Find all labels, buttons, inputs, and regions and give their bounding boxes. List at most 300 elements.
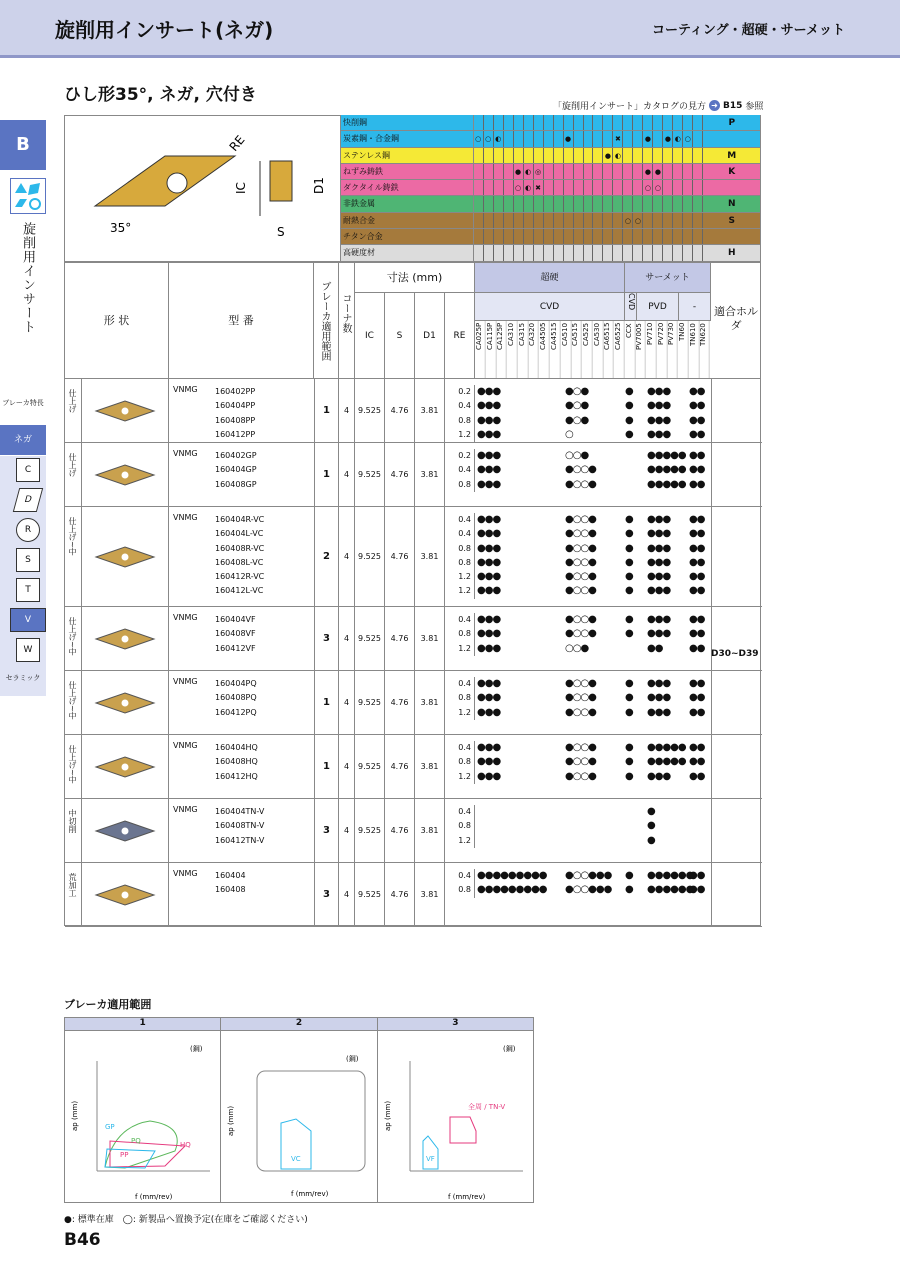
stock-mark-row: ○	[565, 428, 573, 440]
model-number[interactable]: 160402GP	[215, 451, 257, 460]
application-label: 仕上げ	[68, 453, 77, 477]
material-mark: ●	[603, 148, 613, 163]
stock-mark-row: ●●	[689, 428, 705, 440]
stock-mark-row	[625, 805, 637, 819]
stock-mark-row: ●○○●	[565, 756, 596, 768]
stock-mark-row: ●●●	[477, 556, 501, 568]
stock-mark-row: ●●●	[477, 414, 501, 426]
stock-mark-row: ●●●	[647, 571, 671, 583]
stock-marks	[625, 513, 637, 599]
re-value: 0.4	[458, 679, 471, 688]
material-mark	[643, 148, 653, 163]
model-number[interactable]: 160404L-VC	[215, 529, 264, 539]
col-cvd: CVD	[475, 293, 625, 321]
grade-header: CA4515	[550, 321, 561, 378]
stock-mark-row: ●○○●	[565, 692, 596, 704]
material-mark	[544, 131, 554, 146]
stock-marks	[477, 741, 567, 784]
material-mark	[494, 245, 504, 260]
material-mark	[494, 213, 504, 228]
stock-mark-row: ●●	[689, 678, 705, 689]
stock-marks	[565, 741, 625, 784]
material-mark: ○	[653, 180, 663, 195]
model-number[interactable]: 160404GP	[215, 465, 257, 475]
stock-mark-row: ○○●	[565, 642, 589, 654]
model-prefix: VNMG	[173, 741, 198, 750]
material-mark	[494, 180, 504, 195]
material-mark	[603, 164, 613, 179]
stock-mark-row: ●	[625, 428, 633, 440]
model-list	[215, 385, 255, 442]
breaker-value: 3	[314, 863, 339, 927]
material-mark	[683, 180, 693, 195]
dim-d1: 3.81	[415, 443, 445, 507]
material-mark	[683, 229, 693, 244]
stock-mark-row: ●	[625, 678, 633, 689]
grade-header: PV720	[657, 321, 668, 378]
material-mark	[633, 115, 643, 130]
catalog-page-link[interactable]: B15	[723, 100, 743, 111]
stock-mark-row: ●	[625, 571, 633, 583]
material-mark	[524, 229, 534, 244]
model-number[interactable]: 160408L-VC	[215, 557, 264, 567]
material-mark: ○	[623, 213, 633, 228]
stock-mark-row	[625, 463, 637, 477]
insert-shape-icon	[10, 178, 46, 214]
stock-mark-row: ●	[625, 756, 633, 768]
material-mark: ●	[643, 131, 653, 146]
stock-mark-row: ●	[625, 706, 633, 718]
stock-marks	[565, 513, 625, 599]
shape-v-icon[interactable]: V	[10, 608, 46, 632]
stock-mark-row: ●●●	[477, 428, 501, 440]
material-mark	[603, 229, 613, 244]
dim-s: 4.76	[385, 607, 415, 671]
dim-s: 4.76	[385, 379, 415, 443]
col-shape-header: 形 状	[65, 263, 169, 379]
holder-cell	[711, 671, 712, 735]
breaker-chart-2	[221, 1031, 376, 1203]
stock-mark-row: ●○○●	[565, 678, 596, 689]
stock-mark-row: ●●●	[477, 478, 501, 490]
stock-mark-row: ●●●●●	[647, 450, 686, 461]
material-mark	[504, 148, 514, 163]
material-mark	[623, 115, 633, 130]
dim-d1: 3.81	[415, 507, 445, 607]
material-mark	[623, 131, 633, 146]
model-number[interactable]: 160408GP	[215, 479, 257, 489]
shape-w-icon[interactable]: W	[16, 638, 40, 662]
stock-mark-row: ●●	[647, 642, 663, 654]
holder-cell	[711, 735, 712, 799]
sidebar-item-ceramic[interactable]: セラミック	[5, 674, 41, 682]
material-mark	[484, 245, 494, 260]
grade-header: TN620	[699, 321, 710, 378]
stock-marks	[689, 805, 711, 848]
material-mark	[564, 196, 574, 211]
corner-count: 4	[339, 607, 355, 671]
material-row	[341, 115, 761, 131]
stock-mark-row: ●●	[689, 692, 705, 704]
material-mark: ○	[683, 131, 693, 146]
model-number[interactable]: 160412R-VC	[215, 572, 265, 582]
material-mark	[514, 213, 524, 228]
stock-marks	[625, 805, 637, 848]
material-mark	[564, 229, 574, 244]
material-mark: ◐	[494, 131, 504, 146]
dim-ic: 9.525	[355, 507, 385, 607]
stock-mark-row: ●	[625, 742, 633, 753]
material-mark	[544, 213, 554, 228]
stock-mark-row: ●○○●	[565, 614, 596, 625]
material-mark	[613, 115, 623, 130]
col-pvd: PVD	[637, 293, 679, 321]
svg-text:D1: D1	[312, 177, 326, 194]
col-breaker-header: ブレーカ適用範囲	[314, 263, 339, 379]
stock-mark-row: ●●●●●	[647, 478, 686, 490]
grade-header: CA6515	[603, 321, 614, 378]
model-number[interactable]: 160408PP	[215, 415, 256, 425]
stock-marks	[625, 677, 637, 720]
stock-mark-row: ●○○●	[565, 542, 596, 554]
stock-mark-row: ●●●	[647, 542, 671, 554]
col-ic: IC	[355, 293, 385, 379]
re-list	[445, 385, 475, 442]
material-mark	[484, 213, 494, 228]
svg-text:f (mm/rev): f (mm/rev)	[447, 1193, 485, 1201]
material-mark	[574, 148, 584, 163]
page-title: 旋削用インサート(ネガ)	[55, 18, 274, 42]
material-mark	[514, 115, 524, 130]
model-number[interactable]: 160412TN-V	[215, 835, 265, 845]
catalog-reference: 「旋削用インサート」カタログの見方 ➜ B15 参照	[553, 100, 764, 112]
col-corners-header: コーナ数	[339, 263, 355, 379]
model-number[interactable]: 160404PP	[215, 401, 256, 411]
dim-d1: 3.81	[415, 671, 445, 735]
re-value: 1.2	[458, 572, 471, 582]
stock-mark-row: ●●●●●	[647, 742, 686, 753]
breaker-value: 2	[314, 507, 339, 607]
material-mark	[584, 131, 594, 146]
material-mark	[554, 196, 564, 211]
stock-mark-row: ●	[647, 834, 655, 846]
insert-image	[81, 671, 169, 735]
svg-text:ap (mm): ap (mm)	[383, 1100, 392, 1131]
stock-mark-row: ●○○●●●	[565, 884, 612, 896]
stock-mark-row: ●	[625, 884, 633, 896]
corner-count: 4	[339, 735, 355, 799]
material-mark	[584, 180, 594, 195]
stock-mark-row: ●	[625, 585, 633, 597]
material-mark: ✖	[613, 131, 623, 146]
stock-marks	[689, 741, 711, 784]
product-group	[65, 671, 762, 735]
model-number[interactable]: 160408	[215, 885, 246, 895]
material-mark	[623, 180, 633, 195]
material-mark	[693, 213, 703, 228]
stock-mark-row: ●●●	[647, 614, 671, 625]
material-name: 非鉄金属	[341, 196, 474, 211]
stock-mark-row: ●	[625, 628, 633, 640]
material-mark	[663, 245, 673, 260]
stock-mark-row: ●●●	[477, 400, 501, 412]
insert-diagram	[64, 115, 341, 262]
material-mark: ●	[643, 164, 653, 179]
stock-mark-row: ●●	[689, 756, 705, 768]
model-number[interactable]: 160412PQ	[215, 707, 257, 717]
sidebar-item-nega[interactable]: ネガ	[0, 425, 46, 455]
material-mark	[613, 180, 623, 195]
dim-s: 4.76	[385, 671, 415, 735]
dim-s: 4.76	[385, 443, 415, 507]
material-mark	[663, 148, 673, 163]
re-value: 0.4	[458, 401, 471, 411]
material-name: 炭素鋼・合金鋼	[341, 131, 474, 146]
grade-header: CA315	[518, 321, 529, 378]
material-mark	[494, 229, 504, 244]
stock-marks	[477, 677, 567, 720]
stock-mark-row: ●●●	[647, 556, 671, 568]
model-number[interactable]: 160408PQ	[215, 693, 257, 703]
model-prefix: VNMG	[173, 513, 198, 522]
material-mark	[663, 229, 673, 244]
material-mark	[564, 164, 574, 179]
svg-text:VC: VC	[291, 1155, 302, 1163]
material-mark	[683, 213, 693, 228]
material-mark	[633, 180, 643, 195]
material-mark	[693, 245, 703, 260]
material-group: M	[703, 148, 760, 163]
corner-count: 4	[339, 507, 355, 607]
material-row	[341, 148, 761, 164]
model-number[interactable]: 160412VF	[215, 643, 256, 653]
re-value: 0.8	[458, 757, 471, 767]
material-group: N	[703, 196, 760, 211]
holder-value[interactable]: D30~D39	[711, 649, 759, 659]
model-number[interactable]: 160408R-VC	[215, 543, 265, 553]
stock-mark-row: ●●●●●●	[647, 870, 694, 881]
material-mark	[574, 164, 584, 179]
material-row	[341, 213, 761, 229]
re-value: 0.4	[458, 615, 471, 624]
material-mark	[554, 229, 564, 244]
material-mark	[603, 196, 613, 211]
material-mark	[643, 115, 653, 130]
stock-mark-row: ●●	[689, 400, 705, 412]
breaker-col-1: 1	[65, 1018, 220, 1031]
stock-mark-row: ●●●	[647, 770, 671, 782]
stock-mark-row: ●○●	[565, 400, 589, 412]
material-mark	[484, 229, 494, 244]
stock-marks	[689, 449, 711, 492]
material-mark: ◐	[673, 131, 683, 146]
model-number[interactable]: 160408VF	[215, 629, 256, 639]
corner-count: 4	[339, 799, 355, 863]
material-name: チタン合金	[341, 229, 474, 244]
material-mark	[494, 196, 504, 211]
re-value: 1.2	[458, 643, 471, 653]
stock-mark-row: ●●	[689, 742, 705, 753]
model-number[interactable]: 160404VF	[215, 615, 256, 624]
grade-header: CA530	[593, 321, 604, 378]
col-re: RE	[445, 293, 475, 379]
re-list	[445, 869, 475, 898]
material-mark	[603, 180, 613, 195]
material-row	[341, 164, 761, 180]
page-number: B46	[64, 1230, 101, 1250]
shape-d-icon[interactable]: D	[13, 488, 43, 512]
material-mark	[673, 164, 683, 179]
material-mark	[593, 245, 603, 260]
grade-header: CCX	[625, 321, 636, 378]
stock-mark-row	[689, 805, 711, 819]
model-number[interactable]: 160408HQ	[215, 757, 258, 767]
stock-mark-row: ●●●●●	[647, 756, 686, 768]
insert-image	[81, 863, 169, 927]
material-mark	[574, 180, 584, 195]
material-mark	[534, 115, 544, 130]
material-mark	[673, 115, 683, 130]
application-label: 仕上げ~中	[68, 681, 77, 720]
re-value: 1.2	[458, 586, 471, 596]
stock-mark-row: ●●●	[477, 756, 501, 768]
grade-header: CA320	[528, 321, 539, 378]
model-prefix: VNMG	[173, 805, 198, 814]
material-mark	[474, 180, 484, 195]
material-mark	[643, 213, 653, 228]
holder-cell	[711, 799, 712, 863]
material-mark	[534, 229, 544, 244]
model-number[interactable]: 160412L-VC	[215, 586, 264, 596]
section-tab-b[interactable]: B	[0, 120, 46, 170]
shape-c-icon[interactable]: C	[16, 458, 40, 482]
material-mark	[504, 164, 514, 179]
material-mark	[613, 164, 623, 179]
dim-s: 4.76	[385, 735, 415, 799]
stock-mark-row: ●●	[689, 884, 705, 896]
stock-mark-row	[565, 819, 625, 833]
material-mark	[574, 131, 584, 146]
grade-header: CA310	[507, 321, 518, 378]
material-group: K	[703, 164, 760, 179]
stock-mark-row: ●●●	[477, 571, 501, 583]
material-mark	[544, 229, 554, 244]
re-value: 0.4	[458, 743, 471, 752]
dim-d1: 3.81	[415, 735, 445, 799]
model-prefix: VNMG	[173, 677, 198, 686]
model-prefix: VNMG	[173, 449, 198, 458]
material-mark: ●	[514, 164, 524, 179]
material-name: ねずみ鋳鉄	[341, 164, 474, 179]
model-number[interactable]: 160404PQ	[215, 679, 257, 688]
material-mark	[593, 213, 603, 228]
material-mark	[514, 245, 524, 260]
material-mark	[653, 115, 663, 130]
model-number[interactable]: 160412HQ	[215, 771, 258, 781]
grade-header: TN610	[689, 321, 700, 378]
material-row	[341, 196, 761, 212]
stock-marks	[689, 869, 711, 898]
material-mark	[593, 229, 603, 244]
svg-text:35°: 35°	[110, 221, 132, 235]
model-number[interactable]: 160404R-VC	[215, 515, 265, 524]
sidebar-item-breaker[interactable]: ブレーカ特長	[2, 399, 44, 407]
material-mark	[593, 115, 603, 130]
material-mark	[504, 180, 514, 195]
stock-mark-row: ●	[625, 528, 633, 540]
dim-d1: 3.81	[415, 863, 445, 927]
stock-mark-row: ●●●	[647, 428, 671, 440]
dim-s: 4.76	[385, 863, 415, 927]
material-mark	[584, 148, 594, 163]
product-group	[65, 507, 762, 607]
model-number[interactable]: 160404HQ	[215, 743, 258, 752]
material-mark	[474, 213, 484, 228]
material-mark	[474, 196, 484, 211]
material-name: ステンレス鋼	[341, 148, 474, 163]
material-mark	[524, 115, 534, 130]
holder-cell	[711, 379, 712, 443]
material-mark	[683, 164, 693, 179]
insert-image	[81, 735, 169, 799]
material-mark	[524, 131, 534, 146]
holder-cell	[711, 607, 712, 671]
shape-t-icon[interactable]: T	[16, 578, 40, 602]
material-mark	[474, 148, 484, 163]
breaker-value: 1	[314, 443, 339, 507]
material-mark: ○	[643, 180, 653, 195]
model-number[interactable]: 160408TN-V	[215, 821, 265, 831]
model-number[interactable]: 160404TN-V	[215, 807, 265, 816]
re-list	[445, 613, 475, 656]
material-row	[341, 131, 761, 147]
stock-mark-row: ●	[625, 414, 633, 426]
product-group	[65, 443, 762, 507]
material-mark	[623, 164, 633, 179]
material-mark	[544, 245, 554, 260]
material-mark	[633, 148, 643, 163]
stock-mark-row: ●	[625, 556, 633, 568]
material-mark	[544, 196, 554, 211]
stock-mark-row: ●●●	[477, 450, 501, 461]
svg-text:ap (mm): ap (mm)	[71, 1100, 79, 1131]
shape-s-icon[interactable]: S	[16, 548, 40, 572]
stock-mark-row: ●●	[689, 571, 705, 583]
breaker-value: 1	[314, 735, 339, 799]
grade-header: CA4505	[539, 321, 550, 378]
material-mark	[514, 131, 524, 146]
stock-mark-row	[477, 805, 567, 819]
breaker-chart-1	[65, 1031, 220, 1203]
material-mark	[584, 213, 594, 228]
material-mark	[613, 245, 623, 260]
stock-mark-row: ●	[625, 514, 633, 525]
model-number[interactable]: 160412PP	[215, 429, 256, 439]
material-mark	[564, 213, 574, 228]
stock-mark-row: ●○○●	[565, 514, 596, 525]
model-number[interactable]: 160404	[215, 871, 246, 880]
grade-header: CA6525	[614, 321, 625, 378]
application-label: 荒加工	[68, 873, 77, 897]
stock-mark-row: ●●●●●	[647, 464, 686, 476]
model-number[interactable]: 160402PP	[215, 387, 256, 396]
shape-r-icon[interactable]: R	[16, 518, 40, 542]
material-mark	[613, 213, 623, 228]
material-mark	[484, 180, 494, 195]
model-list	[215, 449, 257, 492]
svg-text:RE: RE	[226, 132, 248, 154]
application-label: 仕上げ~中	[68, 745, 77, 784]
